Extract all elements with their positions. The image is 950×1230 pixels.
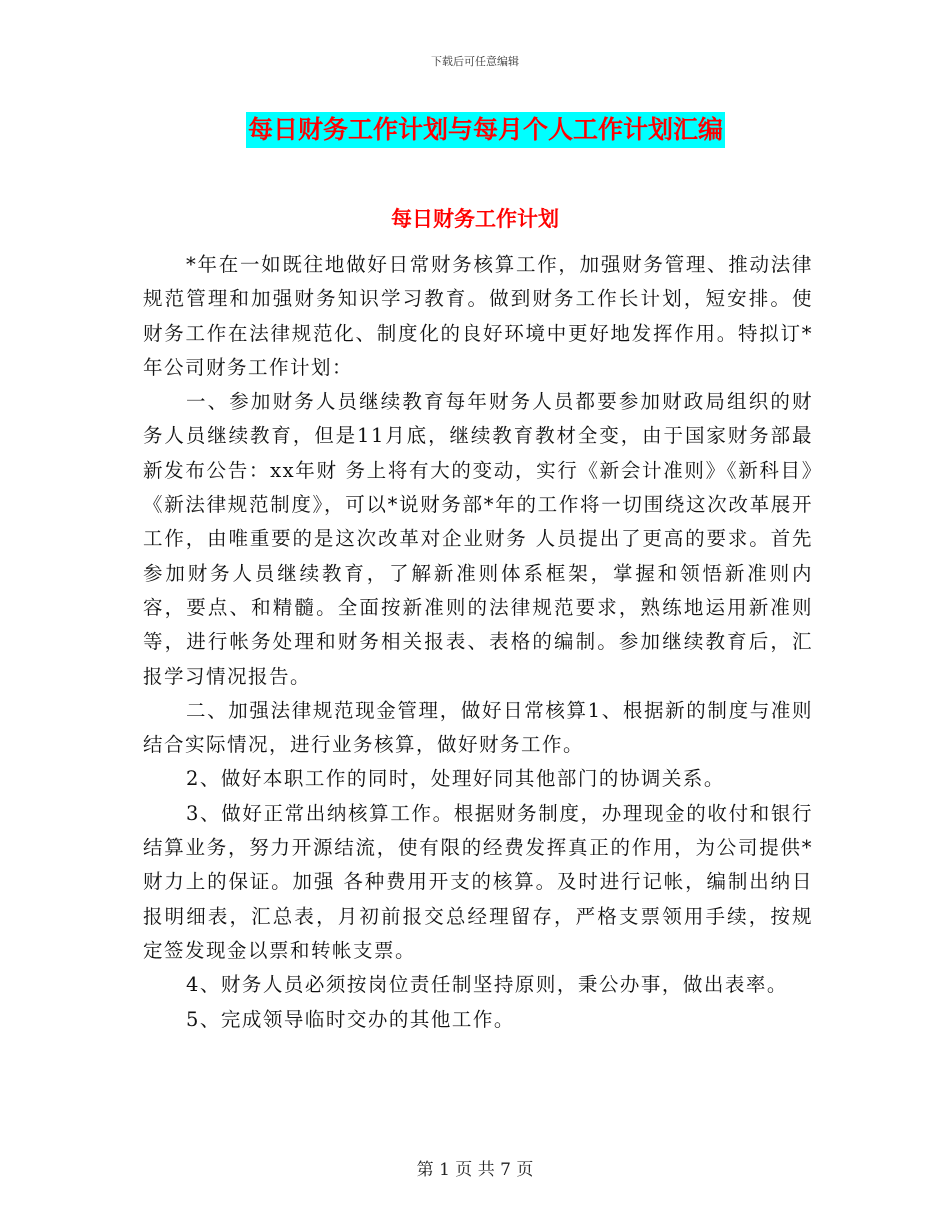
paragraph-cash-management: 二、加强法律规范现金管理，做好日常核算1、根据新的制度与准则结合实际情况，进行业务核算，做好财务工作。 <box>143 698 813 757</box>
paragraph-item-2: 2、做好本职工作的同时，处理好同其他部门的协调关系。 <box>186 767 725 791</box>
paragraph-item-3: 3、做好正常出纳核算工作。根据财务制度，办理现金的收付和银行结算业务，努力开源结流，使有限的经费发挥真正的作用，为公司提供*财力上的保证。加强 各种费用开支的核算。及时进行记帐，编制出纳日报明细表，汇总表，月初前报交总经理留存，严格支票领用手续，按规定签发现金以票和转帐支票。 <box>143 801 813 962</box>
paragraph-item-5: 5、完成领导临时交办的其他工作。 <box>186 1007 515 1031</box>
document-title: 每日财务工作计划与每月个人工作计划汇编 <box>246 112 725 148</box>
paragraph-intro: *年在一如既往地做好日常财务核算工作，加强财务管理、推动法律规范管理和加强财务知识学习教育。做到财务工作长计划，短安排。使财务工作在法律规范化、制度化的良好环境中更好地发挥作用。特拟订*年公司财务工作计划： <box>143 253 813 379</box>
document-body <box>143 248 813 1037</box>
paragraph-item-4: 4、财务人员必须按岗位责任制坚持原则，秉公办事，做出表率。 <box>186 973 788 997</box>
page-number: 第 1 页 共 7 页 <box>416 1160 534 1180</box>
header-note: 下载后可任意编辑 <box>431 55 519 68</box>
paragraph-continuing-education: 一、参加财务人员继续教育每年财务人员都要参加财政局组织的财务人员继续教育，但是11月底，继续教育教材全变，由于国家财务部最新发布公告：xx年财 务上将有大的变动，实行《新会计准则》《新科目》《新法律规范制度》，可以*说财务部*年的工作将一切围绕这次改革展开工作，由唯重要的是这次改革对企业财务 人员提出了更高的要求。首先参加财务人员继续教育，了解新准则体系框架，掌握和领悟新准则内容，要点、和精髓。全面按新准则的法律规范要求，熟练地运用新准则 等，进行帐务处理和财务相关报表、表格的编制。参加继续教育后，汇报学习情况报告。 <box>143 390 813 688</box>
section-title: 每日财务工作计划 <box>391 207 559 231</box>
